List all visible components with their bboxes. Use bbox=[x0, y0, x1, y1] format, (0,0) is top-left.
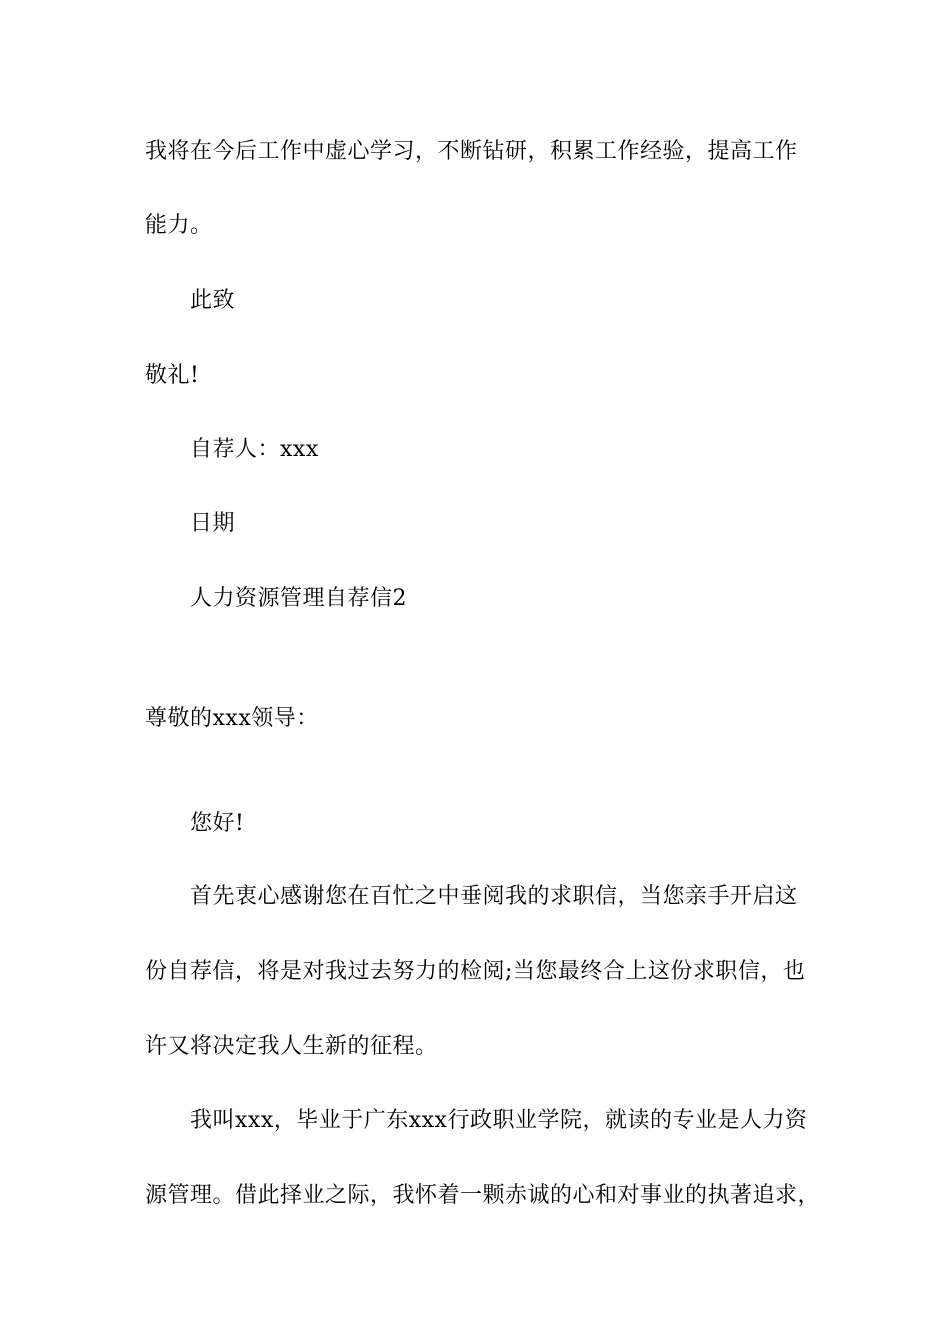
paragraph-line: 我叫xxx，毕业于广东xxx行政职业学院，就读的专业是人力资 bbox=[190, 1108, 808, 1133]
closing-salutation: 此致 bbox=[190, 288, 236, 313]
signature-line: 自荐人：xxx bbox=[190, 437, 319, 462]
paragraph-line: 我将在今后工作中虚心学习，不断钻研，积累工作经验，提高工作 bbox=[145, 139, 798, 164]
paragraph-line: 首先衷心感谢您在百忙之中垂阅我的求职信，当您亲手开启这 bbox=[190, 884, 798, 909]
greeting-line: 尊敬的xxx领导： bbox=[145, 706, 319, 731]
paragraph-line: 份自荐信，将是对我过去努力的检阅;当您最终合上这份求职信，也 bbox=[145, 959, 806, 984]
paragraph-line: 许又将决定我人生新的征程。 bbox=[145, 1034, 438, 1059]
date-line: 日期 bbox=[190, 511, 236, 536]
section-title: 人力资源管理自荐信2 bbox=[190, 586, 407, 611]
paragraph-line: 能力。 bbox=[145, 213, 213, 238]
closing-regards: 敬礼! bbox=[145, 363, 200, 388]
paragraph-line: 源管理。借此择业之际，我怀着一颗赤诚的心和对事业的执著追求， bbox=[145, 1183, 821, 1208]
greeting-hello: 您好! bbox=[190, 811, 245, 836]
